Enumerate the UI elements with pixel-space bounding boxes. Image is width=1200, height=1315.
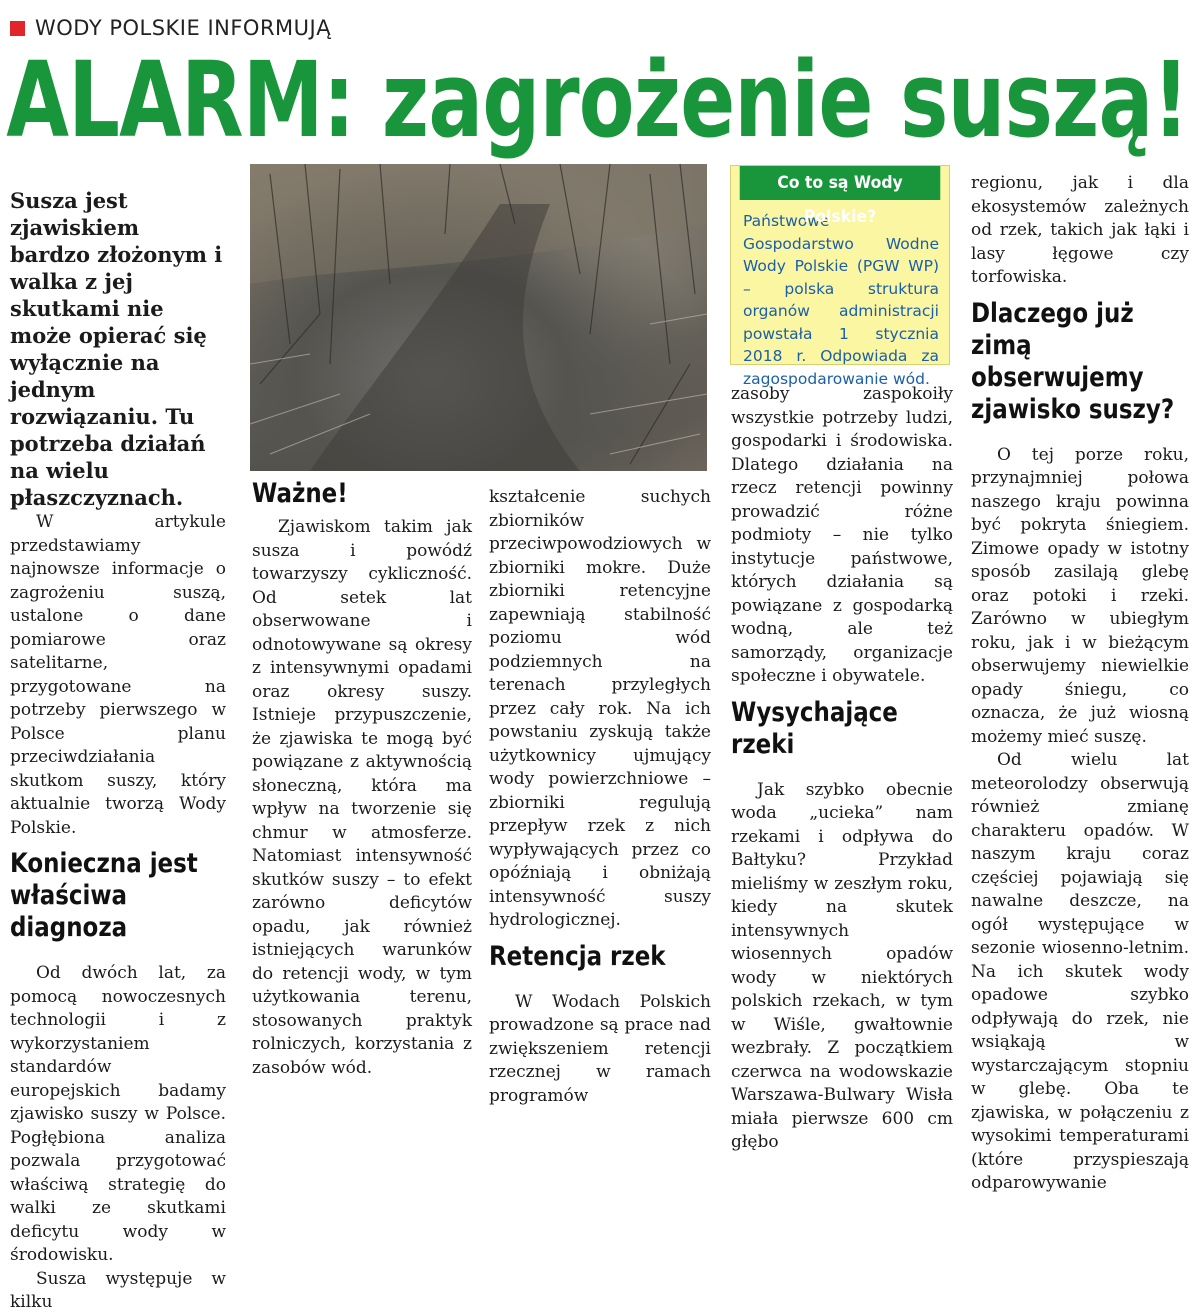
- drought-photo: [250, 164, 707, 471]
- paragraph: Od dwóch lat, za pomocą nowoczesnych technologii i z wykorzystaniem standardów europejskich badamy zjawisko suszy w Polsce. Pogłębiona analiza pozwala przygotować właściwą strategię do walki ze skutkami deficytu wody w środowisku.: [10, 963, 226, 1265]
- paragraph: zasoby zaspokoiły wszystkie potrzeby ludzi, gospodarki i środowiska. Dlatego działania na rzecz retencji powinny prowadzić różne podmioty – nie tylko instytucje państwowe, których działania są powiązane z gospodarką wodną, ale też samorządy, organizacje społeczne i obywatele.: [731, 384, 953, 686]
- paragraph: Od wielu lat meteorolodzy obserwują również zmianę charakteru opadów. W naszym kraju coraz częściej pojawiają się nawalne deszcze, na ogół występujące w sezonie wiosenno-letnim. Na ich skutek wody opadowe szybko odpływają do rzek, nie wsiąkają w wystarczającym stopniu w glebę. Oba te zjawiska, w połączeniu z wysokimi temperaturami (które przyspieszają odparowywanie: [971, 750, 1189, 1193]
- paragraph: Susza występuje w kilku: [10, 1268, 226, 1312]
- info-box-title: Co to są Wody Polskie?: [740, 166, 941, 200]
- dry-riverbed-illustration: [250, 164, 707, 471]
- subheading: Retencja rzek: [489, 940, 666, 972]
- paragraph: kształcenie suchych zbiorników przeciwpowodziowych w zbiorniki mokre. Duże zbiorniki retencyjne zapewniają stabilność poziomu wód podziemnych na terenach przyległych przez cały rok. Na ich powstaniu zyskują także użytkownicy ujmujący wody powierzchniowe – zbiorniki regulują przepływ rzek z nich wypływających przez co opóźniają i obniżają intensywność suszy hydrologicznej.: [489, 487, 711, 930]
- column-3: [489, 486, 711, 1106]
- section-kicker: [10, 16, 331, 40]
- paragraph: Zjawiskom takim jak susza i powódź towarzyszy cykliczność. Od setek lat obserwowane i odnotowywane są okresy z intensywnymi opadami oraz okresy suszy. Istnieje przypuszczenie, że zjawiska te mogą być powiązane z aktywnością słoneczną, która ma wpływ na tworzenie się chmur w atmosferze. Natomiast intensywność skutków suszy – to efekt zarówno deficytów opadu, jak również istniejących warunków do retencji wody, w tym użytkowania terenu, stosowanych praktyk rolniczych, korzystania z zasobów wód.: [252, 517, 472, 1078]
- column-5: [971, 172, 1189, 1193]
- kicker-text: WODY POLSKIE INFORMUJĄ: [35, 16, 332, 40]
- paragraph: O tej porze roku, przynajmniej połowa naszego kraju powinna być pokryta śniegiem. Zimowe opady w istotny sposób zasilają glebę oraz potoki i rzeki. Zarówno w ubiegłym roku, jak i w bieżącym obserwujemy niewielkie opady śniegu, co oznacza, że już wiosną możemy mieć suszę.: [971, 444, 1189, 747]
- column-1: [10, 187, 226, 1312]
- paragraph: W Wodach Polskich prowadzone są prace nad zwiększeniem retencji rzecznej w ramach programów: [489, 991, 711, 1106]
- lead-paragraph: Susza jest zjawiskiem bardzo złożonym i walka z jej skutkami nie może opierać się wyłącznie na jednym rozwiązaniu. Tu potrzeba działań na wielu płaszczyznach.: [10, 188, 223, 510]
- paragraph: W artykule przedstawiamy najnowsze informacje o zagrożeniu suszą, ustalone o dane pomiarowe oraz satelitarne, przygotowane na potrzeby pierwszego w Polsce planu przeciwdziałania skutkom suszy, który aktualnie tworzą Wody Polskie.: [10, 512, 226, 838]
- headline: ALARM: zagrożenie suszą!: [6, 39, 1189, 161]
- info-box-body: Państwowe Gospodarstwo Wodne Wody Polskie (PGW WP) – polska struktura organów administracji powstała 1 stycznia 2018 r. Odpowiada za zagospodarowanie wód.: [743, 212, 939, 388]
- red-square-icon: [10, 21, 25, 36]
- info-box: [730, 165, 950, 388]
- subheading: Konieczna jest właściwa diagnoza: [10, 848, 198, 943]
- subheading: Dlaczego już zimą obserwujemy zjawisko suszy?: [971, 297, 1175, 425]
- column-4: [731, 383, 953, 1152]
- subheading: Wysychające rzeki: [731, 696, 898, 760]
- column-2: [252, 478, 472, 1078]
- subheading: Ważne!: [252, 478, 348, 509]
- paragraph: Jak szybko obecnie woda „ucieka” nam rzekami i odpływa do Bałtyku? Przykład mieliśmy w zeszłym roku, kiedy na skutek intensywnych wiosennych opadów wody w niektórych polskich rzekach, w tym w Wiśle, gwałtownie wezbrały. Z początkiem czerwca na wodowskazie Warszawa-Bulwary Wisła miała pierwsze 600 cm głębo: [731, 779, 953, 1152]
- paragraph: regionu, jak i dla ekosystemów zależnych od rzek, takich jak łąki i lasy łęgowe czy torfowiska.: [971, 173, 1189, 287]
